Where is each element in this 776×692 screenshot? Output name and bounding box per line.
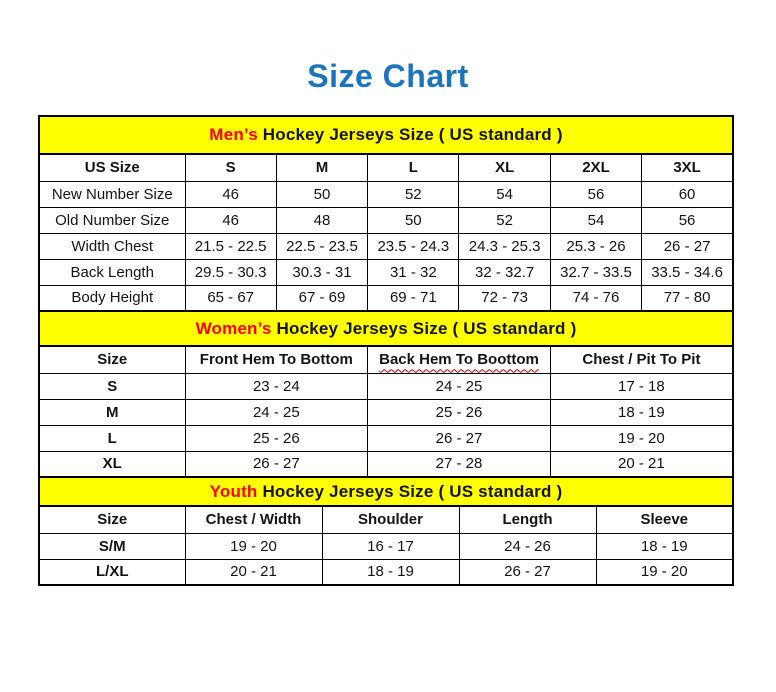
mens-value-cell: 52 [459,207,550,233]
mens-row-label: Width Chest [39,233,185,259]
mens-section-band [39,116,733,154]
womens-row-label: M [39,399,185,425]
mens-value-cell: 69 - 71 [368,285,459,311]
youth-data-row [39,559,733,585]
youth-band-accent-text: Youth [209,481,258,501]
womens-value-cell: 25 - 26 [368,399,551,425]
mens-value-cell: 54 [459,181,550,207]
youth-header-cell: Sleeve [596,506,733,533]
mens-value-cell: 65 - 67 [185,285,276,311]
womens-header-cell: Chest / Pit To Pit [550,346,733,373]
youth-band-rest-text: Hockey Jerseys Size ( US standard ) [257,481,563,501]
womens-size-table [38,310,734,478]
mens-data-row [39,181,733,207]
womens-value-cell: 27 - 28 [368,451,551,477]
mens-value-cell: 48 [276,207,367,233]
mens-value-cell: 46 [185,181,276,207]
youth-header-cell: Length [459,506,596,533]
youth-row-label: S/M [39,533,185,559]
mens-row-label: New Number Size [39,181,185,207]
mens-header-cell: 3XL [642,154,733,181]
youth-section-band [39,477,733,506]
youth-data-row [39,533,733,559]
mens-value-cell: 23.5 - 24.3 [368,233,459,259]
youth-value-cell: 19 - 20 [596,559,733,585]
youth-header-cell: Chest / Width [185,506,322,533]
mens-value-cell: 32.7 - 33.5 [550,259,641,285]
mens-value-cell: 46 [185,207,276,233]
mens-row-label: Old Number Size [39,207,185,233]
womens-value-cell: 19 - 20 [550,425,733,451]
mens-value-cell: 21.5 - 22.5 [185,233,276,259]
mens-value-cell: 32 - 32.7 [459,259,550,285]
youth-row-label: L/XL [39,559,185,585]
mens-band-rest-text: Hockey Jerseys Size ( US standard ) [257,125,563,144]
mens-band-accent-text: Men’s [209,125,258,144]
mens-value-cell: 74 - 76 [550,285,641,311]
mens-value-cell: 54 [550,207,641,233]
womens-data-row [39,373,733,399]
womens-value-cell: 25 - 26 [185,425,368,451]
mens-row-label: Back Length [39,259,185,285]
mens-data-row [39,259,733,285]
womens-header-row [39,346,733,373]
youth-value-cell: 20 - 21 [185,559,322,585]
mens-value-cell: 24.3 - 25.3 [459,233,550,259]
mens-value-cell: 22.5 - 23.5 [276,233,367,259]
womens-value-cell: 18 - 19 [550,399,733,425]
mens-value-cell: 56 [550,181,641,207]
womens-value-cell: 24 - 25 [185,399,368,425]
womens-value-cell: 24 - 25 [368,373,551,399]
mens-header-cell: 2XL [550,154,641,181]
youth-value-cell: 18 - 19 [596,533,733,559]
mens-value-cell: 25.3 - 26 [550,233,641,259]
mens-value-cell: 50 [276,181,367,207]
womens-value-cell: 23 - 24 [185,373,368,399]
mens-row-label: Body Height [39,285,185,311]
mens-value-cell: 30.3 - 31 [276,259,367,285]
mens-value-cell: 77 - 80 [642,285,733,311]
mens-header-cell: L [368,154,459,181]
mens-header-cell: XL [459,154,550,181]
womens-band-rest-text: Hockey Jerseys Size ( US standard ) [271,318,577,338]
youth-value-cell: 18 - 19 [322,559,459,585]
mens-header-cell: US Size [39,154,185,181]
youth-value-cell: 19 - 20 [185,533,322,559]
womens-header-cell: Size [39,346,185,373]
womens-section-band [39,311,733,346]
youth-size-table [38,476,734,586]
youth-header-cell: Shoulder [322,506,459,533]
womens-data-row [39,399,733,425]
mens-value-cell: 50 [368,207,459,233]
womens-row-label: L [39,425,185,451]
womens-header-cell: Front Hem To Bottom [185,346,368,373]
womens-data-row [39,425,733,451]
mens-value-cell: 52 [368,181,459,207]
mens-band-title [39,116,733,154]
youth-value-cell: 16 - 17 [322,533,459,559]
mens-data-row [39,207,733,233]
mens-value-cell: 60 [642,181,733,207]
womens-value-cell: 17 - 18 [550,373,733,399]
womens-value-cell: 20 - 21 [550,451,733,477]
mens-header-row [39,154,733,181]
mens-value-cell: 67 - 69 [276,285,367,311]
mens-value-cell: 33.5 - 34.6 [642,259,733,285]
mens-value-cell: 56 [642,207,733,233]
mens-header-cell: M [276,154,367,181]
mens-value-cell: 26 - 27 [642,233,733,259]
womens-band-title [39,311,733,346]
womens-value-cell: 26 - 27 [185,451,368,477]
youth-band-title [39,477,733,506]
mens-value-cell: 31 - 32 [368,259,459,285]
womens-band-accent-text: Women’s [195,318,272,338]
womens-data-row [39,451,733,477]
youth-value-cell: 24 - 26 [459,533,596,559]
mens-header-cell: S [185,154,276,181]
mens-value-cell: 72 - 73 [459,285,550,311]
womens-row-label: S [39,373,185,399]
womens-header-misspelled-text: Back Hem To Boottom [379,351,539,369]
youth-value-cell: 26 - 27 [459,559,596,585]
mens-data-row [39,233,733,259]
mens-data-row [39,285,733,311]
womens-value-cell: 26 - 27 [368,425,551,451]
mens-value-cell: 29.5 - 30.3 [185,259,276,285]
womens-header-cell [368,346,551,373]
womens-row-label: XL [39,451,185,477]
mens-size-table [38,115,734,312]
size-chart-container [38,115,734,586]
youth-header-row [39,506,733,533]
page-title: Size Chart [307,58,469,94]
youth-header-cell: Size [39,506,185,533]
